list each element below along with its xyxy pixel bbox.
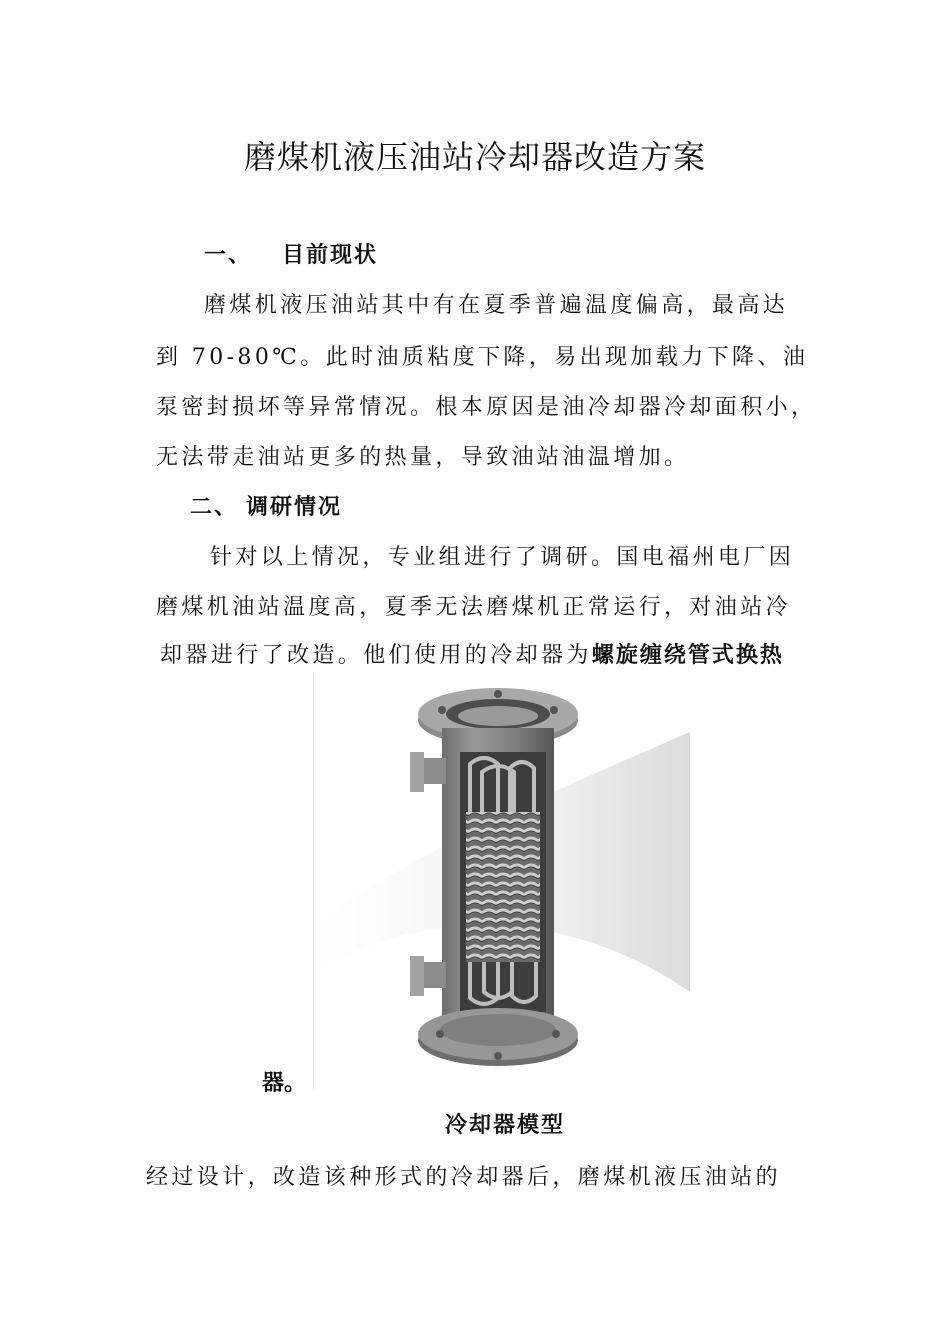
section-2-line-1: 针对以上情况，专业组进行了调研。国电福州电厂因 (210, 545, 795, 570)
emphasis-text: 螺旋缠绕管式换热 (591, 643, 784, 668)
section-2-heading: 调研情况 (246, 495, 343, 520)
section-1-line-3: 泵密封损坏等异常情况。根本原因是油冷却器冷却面积小， (156, 395, 817, 420)
spiral-heat-exchanger-image (314, 672, 690, 1090)
section-2-line-3-text: 却器进行了改造。他们使用的冷却器为 (160, 643, 592, 668)
section-1-line-2: 到 70-80℃。此时油质粘度下降，易出现加载力下降、油 (156, 345, 809, 370)
section-2-line-3 (160, 638, 784, 669)
section-1-line-1: 磨煤机液压油站其中有在夏季普遍温度偏高，最高达 (204, 293, 789, 318)
section-1-number: 一、 (204, 243, 253, 268)
section-2-number: 二、 (190, 495, 239, 520)
emphasis-tail: 器。 (262, 1071, 307, 1096)
heat-exchanger-figure (313, 672, 690, 1090)
figure-caption: 冷却器模型 (444, 1113, 565, 1138)
section-1-heading: 目前现状 (282, 243, 379, 268)
document-title: 磨煤机液压油站冷却器改造方案 (243, 138, 706, 176)
section-2-continued-line: 经过设计，改造该种形式的冷却器后，磨煤机液压油站的 (146, 1165, 782, 1190)
section-2-line-2: 磨煤机油站温度高，夏季无法磨煤机正常运行，对油站冷 (156, 595, 792, 620)
section-1-line-4: 无法带走油站更多的热量，导致油站油温增加。 (156, 445, 690, 470)
